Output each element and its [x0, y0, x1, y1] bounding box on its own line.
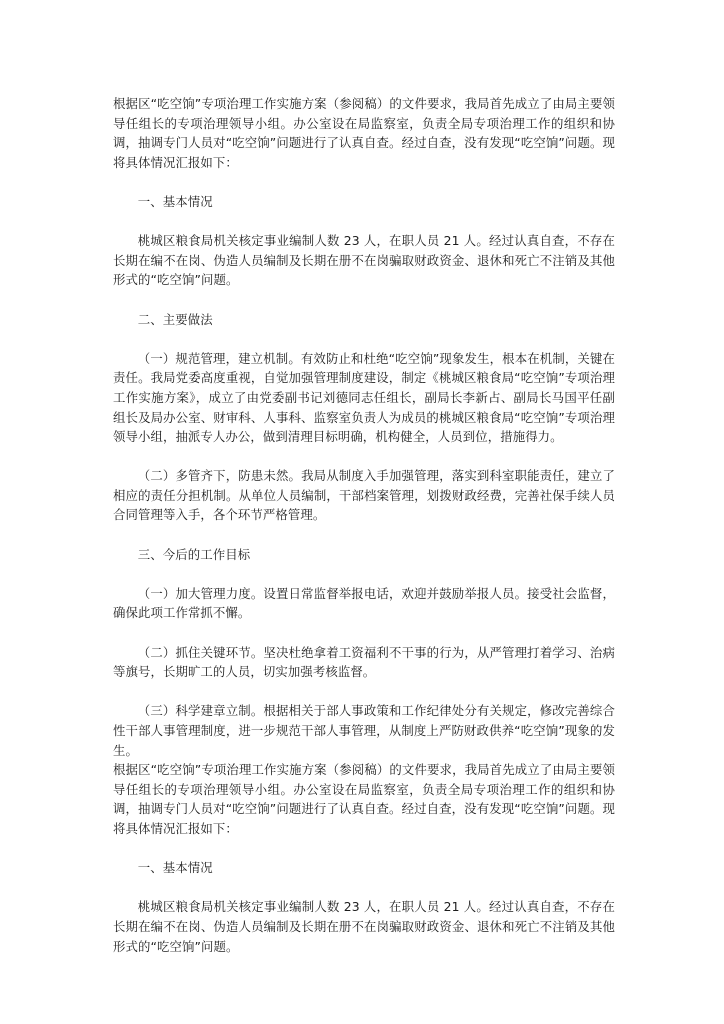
- spacer: [113, 329, 615, 349]
- section-heading-basic: 一、基本情况: [137, 193, 213, 209]
- goals-item-2: （二）抓住关键环节。坚决杜绝拿着工资福利不干事的行为，从严管理打着学习、治病等旗号，长期旷工的人员，切实加强考核监督。: [113, 644, 615, 680]
- spacer: [113, 212, 615, 232]
- document-body: [113, 94, 615, 956]
- spacer: [113, 564, 615, 584]
- methods-item-1: （一）规范管理，建立机制。有效防止和杜绝“吃空饷”现象发生，根本在机制，关键在责任。我局党委高度重视，自觉加强管理制度建设，制定《桃城区粮食局“吃空饷”专项治理工作实施方案》，成立了由党委副书记刘德同志任组长，副局长李新占、副局长马国平任副组长及局办公室、财审科、人事科、监察室负责人为成员的桃城区粮食局“吃空饷”专项治理领导小组，抽派专人办公，做到清理目标明确，机构健全，人员到位，措施得力。: [113, 350, 615, 445]
- repeat-section-heading-basic: 一、基本情况: [137, 860, 213, 876]
- spacer: [113, 290, 615, 310]
- spacer: [113, 447, 615, 467]
- spacer: [113, 682, 615, 702]
- spacer: [113, 878, 615, 898]
- spacer: [113, 172, 615, 192]
- goals-item-3: （三）科学建章立制。根据相关于部人事政策和工作纪律处分有关规定，修改完善综合性干部人事管理制度，进一步规范干部人事管理，从制度上严防财政供养“吃空饷”现象的发生。: [113, 703, 615, 758]
- goals-item-1: （一）加大管理力度。设置日常监督举报电话，欢迎并鼓励举报人员。接受社会监督，确保此项工作常抓不懈。: [113, 585, 615, 621]
- section-heading-methods: 二、主要做法: [137, 311, 213, 327]
- section-paragraph-basic: 桃城区粮食局机关核定事业编制人数 23 人，在职人员 21 人。经过认真自查，不存在长期在编不在岗、伪造人员编制及长期在册不在岗骗取财政资金、退休和死亡不注销及其他形式的“吃空饷”问题。: [113, 233, 615, 288]
- intro-paragraph: 根据区“吃空饷”专项治理工作实施方案（参阅稿）的文件要求，我局首先成立了由局主要领导任组长的专项治理领导小组。办公室设在局监察室，负责全局专项治理工作的组织和协调，抽调专门人员对“吃空饷”问题进行了认真自查。经过自查，没有发现“吃空饷”问题。现将具体情况汇报如下：: [113, 96, 615, 170]
- spacer: [113, 623, 615, 643]
- spacer: [113, 525, 615, 545]
- repeat-section-paragraph-basic: 桃城区粮食局机关核定事业编制人数 23 人，在职人员 21 人。经过认真自查，不存在长期在编不在岗、伪造人员编制及长期在册不在岗骗取财政资金、退休和死亡不注销及其他形式的“吃空饷”问题。: [113, 899, 615, 954]
- repeat-intro-paragraph: 根据区“吃空饷”专项治理工作实施方案（参阅稿）的文件要求，我局首先成立了由局主要领导任组长的专项治理领导小组。办公室设在局监察室，负责全局专项治理工作的组织和协调，抽调专门人员对“吃空饷”问题进行了认真自查。经过自查，没有发现“吃空饷”问题。现将具体情况汇报如下：: [113, 762, 615, 836]
- spacer: [113, 839, 615, 859]
- methods-item-2: （二）多管齐下，防患未然。我局从制度入手加强管理，落实到科室职能责任，建立了相应的责任分担机制。从单位人员编制，干部档案管理，划拨财政经费，完善社保手续人员合同管理等入手，各个环节严格管理。: [113, 468, 615, 523]
- section-heading-goals: 三、今后的工作目标: [137, 546, 251, 562]
